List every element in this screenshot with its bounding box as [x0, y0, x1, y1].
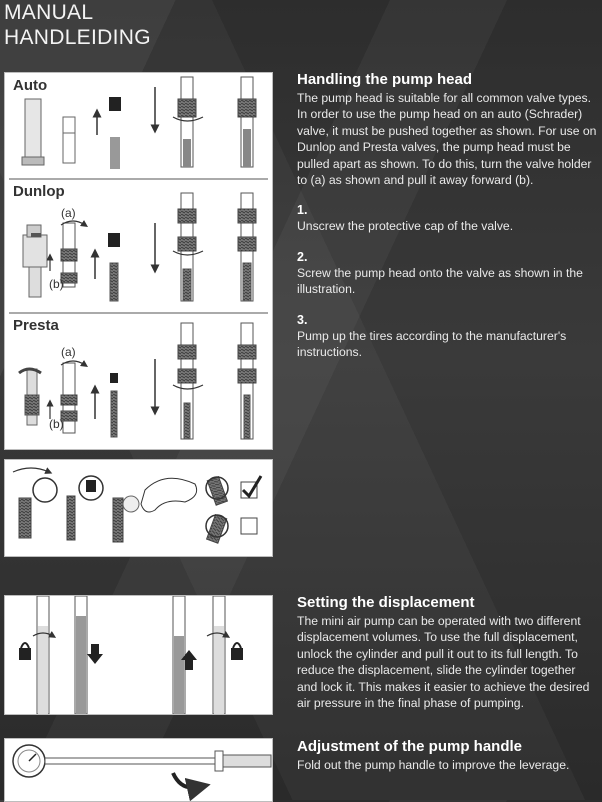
step-2-text: Screw the pump head onto the valve as shown in the illustration. [297, 265, 583, 297]
section-pump-head-body: The pump head is suitable for all common valve types. In order to use the pump head on an auto (Schrader) valve, it must be pushed together as shown. For use on Dunlop and Presta valves, the pump head must be pulled apart as shown. To do this, turn the valve holder to (a) as shown and pull it away forward (b). [297, 91, 597, 188]
section-handle [297, 738, 599, 773]
displacement-illustration [4, 595, 273, 715]
cap-removal-illustration [4, 459, 273, 557]
presta-marker-b: (b) [49, 417, 64, 431]
section-pump-head [297, 71, 599, 360]
manual-title-line1: MANUAL [4, 1, 94, 24]
section-handle-body: Fold out the pump handle to improve the leverage. [297, 758, 570, 772]
manual-title-line2: HANDLEIDING [4, 26, 151, 49]
step-1-number: 1. [297, 203, 308, 218]
step-3-text: Pump up the tires according to the manufacturer's instructions. [297, 328, 567, 360]
valve-types-illustration [4, 72, 273, 450]
section-handle-title: Adjustment of the pump handle [297, 738, 522, 755]
auto-label: Auto [13, 77, 48, 94]
section-displacement [297, 594, 599, 711]
dunlop-label: Dunlop [13, 183, 65, 200]
step-2-number: 2. [297, 249, 308, 264]
step-3-number: 3. [297, 312, 308, 327]
valve-illustration-svg [5, 73, 272, 449]
section-displacement-title: Setting the displacement [297, 594, 475, 611]
auto-valve-row [22, 77, 256, 169]
presta-marker-a: (a) [61, 345, 76, 359]
manual-title [4, 0, 151, 50]
pump-handle-illustration [4, 738, 273, 802]
dunlop-marker-b: (b) [49, 277, 64, 291]
presta-label: Presta [13, 317, 59, 334]
dunlop-marker-a: (a) [61, 206, 76, 220]
section-displacement-body: The mini air pump can be operated with two different displacement volumes. To use the full displacement, unlock the cylinder and pull it out to its full length. To reduce the displacement, slide the cylinder together and lock it. This makes it easier to achieve the desired air pressure in the final phase of pumping. [297, 614, 590, 711]
section-pump-head-title: Handling the pump head [297, 71, 472, 88]
step-1-text: Unscrew the protective cap of the valve. [297, 219, 514, 234]
